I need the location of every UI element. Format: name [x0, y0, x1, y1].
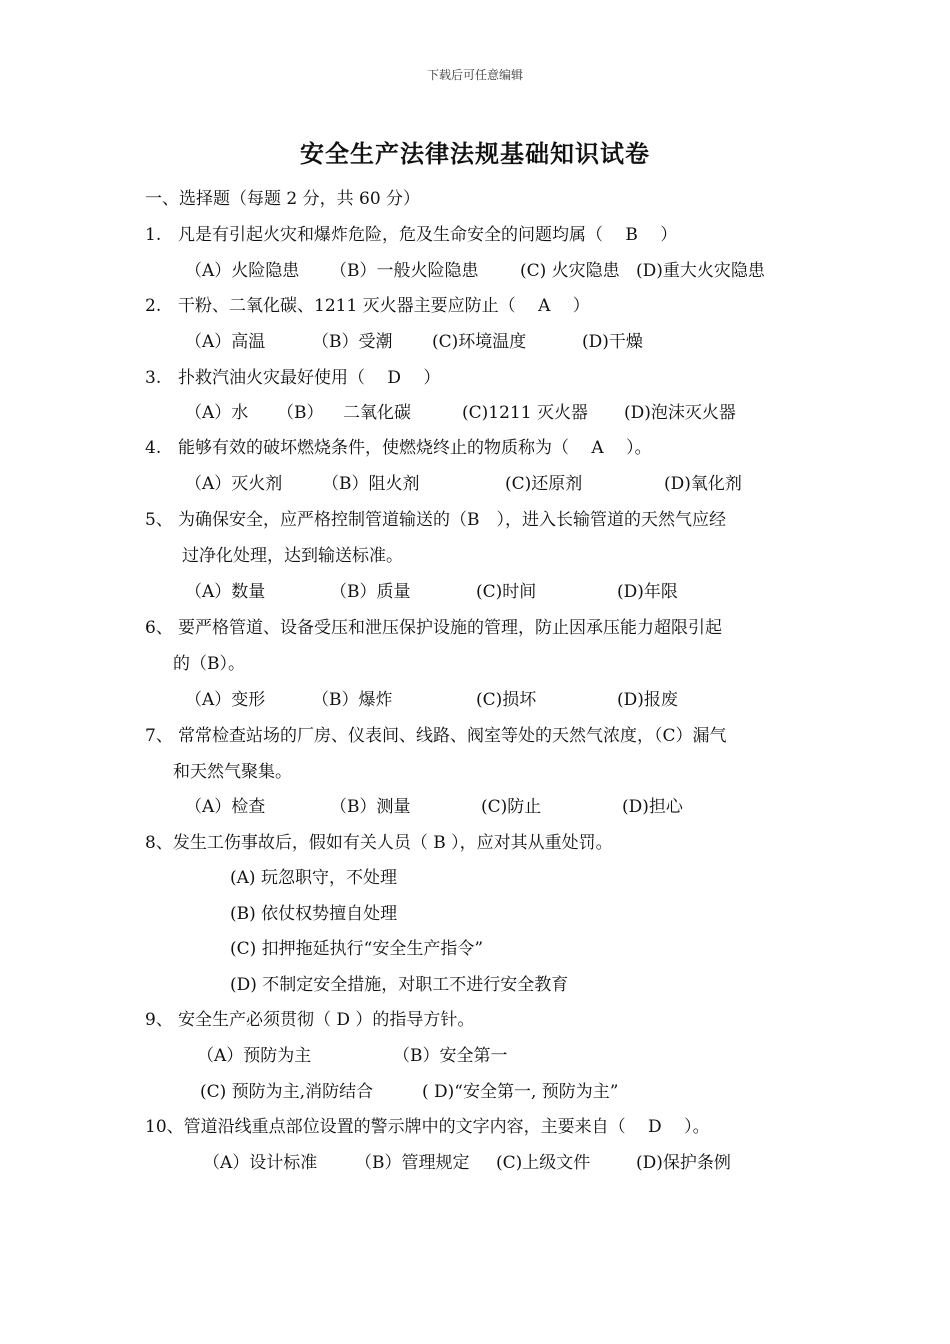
q2-number: 2.	[145, 296, 162, 316]
q2-text: 干粉、二氧化碳、1211 灭火器主要应防止（ A ）	[178, 296, 590, 316]
q9-number: 9、	[145, 1010, 173, 1030]
q3-option-c: (C)1211 灭火器	[462, 403, 588, 423]
q3-option-d: (D)泡沫灭火器	[624, 403, 736, 423]
q6-option-d: (D)报废	[617, 690, 678, 710]
q6-text-line2: 的（B）。	[173, 654, 245, 674]
q5-option-a: （A）数量	[185, 582, 266, 602]
q10-option-b: （B）管理规定	[355, 1153, 470, 1173]
q4-option-b: （B）阻火剂	[322, 474, 420, 494]
q10-option-d: (D)保护条例	[636, 1153, 731, 1173]
q8-option-a: (A) 玩忽职守，不处理	[230, 868, 397, 888]
page-title: 安全生产法律法规基础知识试卷	[300, 139, 650, 168]
q3-text: 扑救汽油火灾最好使用（ D ）	[178, 368, 441, 388]
q5-number: 5、	[145, 510, 173, 530]
q10-option-c: (C)上级文件	[496, 1153, 591, 1173]
q1-option-b: （B）一般火险隐患	[330, 261, 479, 281]
q8-option-d: (D) 不制定安全措施，对职工不进行安全教育	[230, 975, 569, 995]
q9-option-a: （A）预防为主	[197, 1046, 312, 1066]
q8-option-b: (B) 依仗权势擅自处理	[230, 904, 398, 924]
q5-option-c: (C)时间	[476, 582, 537, 602]
q9-option-d: ( D)“安全第一, 预防为主”	[422, 1082, 619, 1102]
q2-option-d: (D)干燥	[582, 332, 643, 352]
q1-option-a: （A）火险隐患	[185, 261, 300, 281]
page-header: 下载后可任意编辑	[426, 68, 523, 82]
q7-option-c: (C)防止	[481, 797, 542, 817]
q3-option-b: （B）	[277, 403, 324, 423]
q10-text: 10、管道沿线重点部位设置的警示牌中的文字内容，主要来自（ D ）。	[145, 1117, 710, 1137]
q7-option-a: （A）检查	[185, 797, 266, 817]
q4-option-a: （A）灭火剂	[185, 474, 283, 494]
q1-text: 凡是有引起火灾和爆炸危险，危及生命安全的问题均属（ B ）	[178, 225, 678, 245]
q9-option-c: (C) 预防为主,消防结合	[200, 1082, 374, 1102]
q4-option-d: (D)氧化剂	[664, 474, 742, 494]
section-heading: 一、选择题（每题 2 分，共 60 分）	[145, 189, 421, 209]
q7-text-line2: 和天然气聚集。	[173, 762, 292, 782]
q6-text-line1: 要严格管道、设备受压和泄压保护设施的管理，防止因承压能力超限引起	[178, 618, 722, 638]
q7-text-line1: 常常检查站场的厂房、仪表间、线路、阀室等处的天然气浓度，（C）漏气	[178, 726, 727, 746]
q9-text: 安全生产必须贯彻（ D ）的指导方针。	[178, 1010, 475, 1030]
q8-text: 8、发生工伤事故后，假如有关人员（ B ），应对其从重处罚。	[145, 833, 613, 853]
q2-option-b: （B）受潮	[312, 332, 393, 352]
q7-option-b: （B）测量	[330, 797, 411, 817]
q2-option-c: (C)环境温度	[432, 332, 527, 352]
q6-option-b: （B）爆炸	[312, 690, 393, 710]
q5-text-line1: 为确保安全，应严格控制管道输送的（B ），进入长输管道的天然气应经	[178, 510, 726, 530]
q1-number: 1.	[145, 225, 162, 245]
q7-number: 7、	[145, 726, 173, 746]
q1-option-c: (C) 火灾隐患	[520, 261, 620, 281]
q2-option-a: （A）高温	[185, 332, 266, 352]
q5-option-b: （B）质量	[330, 582, 411, 602]
q6-option-c: (C)损坏	[476, 690, 537, 710]
q3-option-a: （A）水	[185, 403, 249, 423]
q5-text-line2: 过净化处理，达到输送标准。	[182, 546, 403, 566]
q1-option-d: (D)重大火灾隐患	[636, 261, 765, 281]
q9-option-b: （B）安全第一	[393, 1046, 508, 1066]
q8-option-c: (C) 扣押拖延执行“安全生产指令”	[230, 939, 484, 959]
q7-option-d: (D)担心	[622, 797, 683, 817]
q4-option-c: (C)还原剂	[505, 474, 583, 494]
q4-number: 4.	[145, 438, 162, 458]
q5-option-d: (D)年限	[617, 582, 678, 602]
q6-number: 6、	[145, 618, 173, 638]
q10-option-a: （A）设计标准	[203, 1153, 318, 1173]
q3-option-b-text: 二氧化碳	[343, 403, 411, 423]
q6-option-a: （A）变形	[185, 690, 266, 710]
q4-text: 能够有效的破坏燃烧条件，使燃烧终止的物质称为（ A ）。	[178, 438, 652, 458]
q3-number: 3.	[145, 368, 162, 388]
